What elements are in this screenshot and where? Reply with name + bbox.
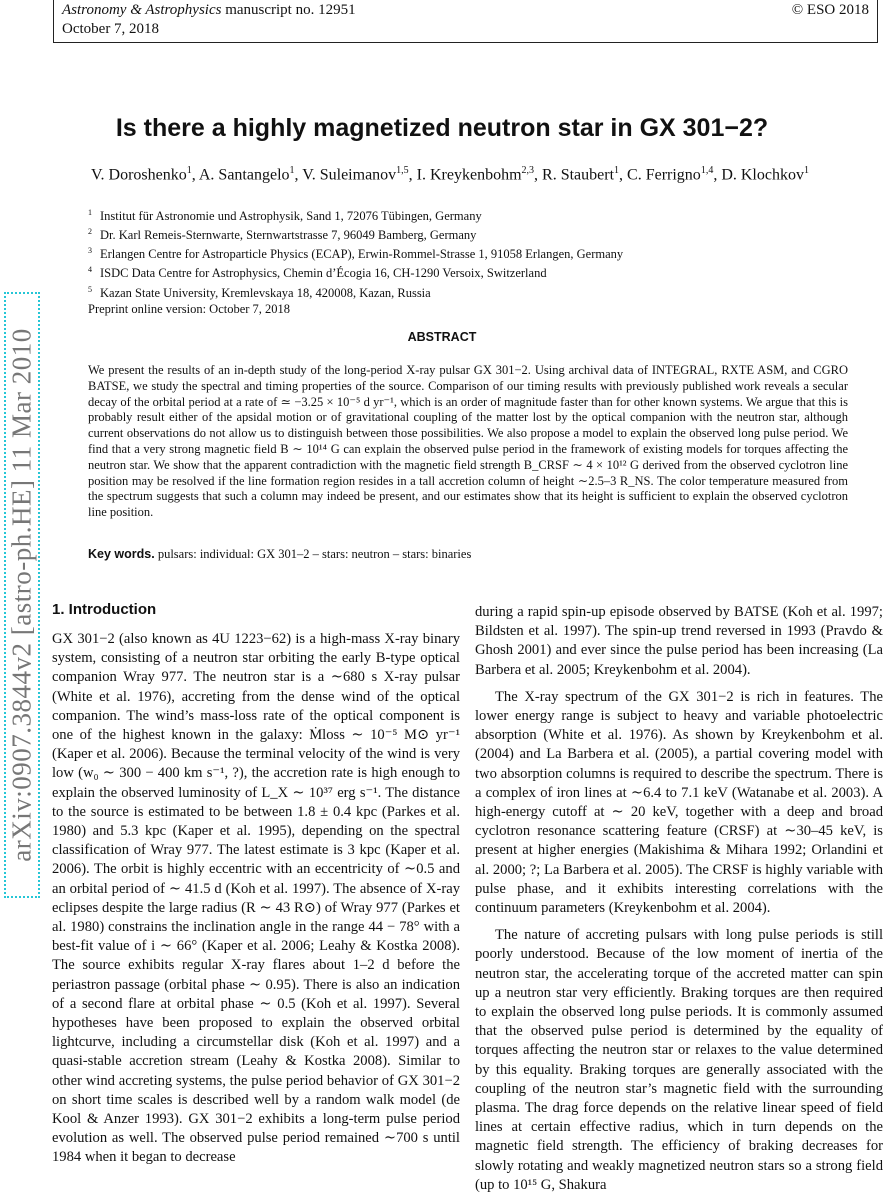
affiliation-number: 2: [88, 227, 92, 237]
author: V. Doroshenko: [91, 166, 187, 184]
header-date: October 7, 2018: [62, 21, 160, 37]
preprint-note: Preprint online version: October 7, 2018: [88, 302, 291, 316]
author-affiliation: 1: [186, 165, 192, 176]
affiliation-number: 4: [88, 265, 92, 275]
keywords-label: Key words.: [88, 547, 155, 561]
intro-paragraph: The nature of accreting pulsars with long pulse periods is still poorly understood. Because of the low moment of inertia of the neutron star, the accelerating torque of the accreted matter can spin up a neutron star very efficiently. Braking torques are then required to explain the observed long pulse periods. It is commonly assumed that the observed pulse period is determined by the equality of torques affecting the neutron star or relaxes to the value determined by this equality. Braking torques are generally associated with the coupling of the neutron star’s magnetic field with the surrounding plasma. The drag force depends on the relative linear speed of field lines at certain effective radius, which in turn depends on the magnetic field strength. The efficiency of braking decreases for slowly rotating and weakly magnetized neutron stars so a strong field (up to 10¹⁵ G, Shakura: [475, 927, 883, 1193]
running-header: [53, 0, 878, 43]
author-list: V. Doroshenko$^1$, A. Santangelo$^1$, V. Suleimanov$^{1,5}$, I. Kreykenbohm$^{2,3}$, R. Staubert$^1$, C. Ferrigno$^{1,4}$, D. Klochkov$^1$: [91, 165, 809, 184]
author-affiliation: 1,5: [396, 165, 409, 176]
keywords-text: pulsars: individual: GX 301–2 – stars: neutron – stars: binaries: [157, 547, 472, 561]
affiliation-item: [88, 224, 828, 243]
intro-paragraph: GX 301−2 (also known as 4U 1223−62) is a high-mass X-ray binary system, consisting of a neutron star orbiting the early B-type optical companion Wray 977. The neutron star is a ∼680 s X-ray pulsar (White et al. 1976), accreting from the dense wind of the optical companion. The wind’s mass-loss rate of the optical component is one of the highest known in the galaxy: Ṁloss ∼ 10⁻⁵ M⊙ yr⁻¹ (Kaper et al. 2006). Because the terminal velocity of the wind is very low (w₀ ∼ 300 − 400 km s⁻¹, ?), the accretion rate is high enough to explain the observed luminosity of L_X ∼ 10³⁷ erg s⁻¹. The distance to the source is estimated to be between 1.8 ± 0.4 kpc (Parkes et al. 1980) and 5.3 kpc (Kaper et al. 1995), depending on the spectral classification of Wray 977. The latest estimate is 3 kpc (Kaper et al. 2006). The orbit is highly eccentric with an eccentricity of ∼0.5 and an orbital period of ∼ 41.5 d (Koh et al. 1997). The absence of X-ray eclipses despite the large radius (R ∼ 43 R⊙) of Wray 977 (Parkes et al. 1980) constrains the inclination angle in the range 44 − 78° with a best-fit value of i ∼ 66° (Kaper et al. 2006; Leahy & Kostka 2008). The source exhibits regular X-ray flares about 1–2 d before the periastron passage (orbital phase ∼ 0.95). There is also an indication of a second flare at orbital phase ∼ 0.5 (Koh et al. 1997). Several hypotheses have been proposed to explain the observed orbital lightcurve, including a circumstellar disk (Koh et al. 1997) and a quasi-stable accretion stream (Leahy & Kostka 2008). Similar to other wind accreting systems, the pulse period behavior of GX 301−2 on short time scales is described well by a random walk model (de Kool & Anzer 1993). GX 301−2 exhibits a long-term pulse period evolution as well. The observed pulse period remained ∼700 s until 1984 when it began to decrease: [52, 631, 460, 1166]
affiliation-text: Institut für Astronomie und Astrophysik, Sand 1, 72076 Tübingen, Germany: [100, 209, 482, 224]
author: I. Kreykenbohm: [416, 166, 522, 184]
author-affiliation: 2,3: [521, 165, 535, 176]
affiliation-number: 5: [88, 284, 92, 294]
author-affiliation: 1: [614, 165, 620, 176]
affiliation-number: 1: [88, 208, 92, 217]
section-heading: 1. Introduction: [52, 601, 157, 618]
author: V. Suleimanov: [302, 166, 397, 184]
paper-title: Is there a highly magnetized neutron star in GX 301−2?: [115, 114, 769, 142]
keywords: [88, 547, 848, 562]
author: R. Staubert: [542, 166, 615, 184]
affiliation-item: [88, 243, 828, 262]
abstract-heading: ABSTRACT: [407, 330, 477, 344]
copyright: © ESO 2018: [791, 2, 869, 18]
arxiv-identifier[interactable]: arXiv:0907.3844v2 [astro-ph.HE] 11 Mar 2010: [6, 328, 37, 862]
affiliation-text: Erlangen Centre for Astroparticle Physics (ECAP), Erwin-Rommel-Strasse 1, 91058 Erlangen, Germany: [100, 247, 624, 262]
journal-name: Astronomy & Astrophysics: [62, 2, 222, 18]
author: D. Klochkov: [721, 166, 804, 184]
intro-paragraph: during a rapid spin-up episode observed by BATSE (Koh et al. 1997; Bildsten et al. 1997). The spin-up trend reversed in 1993 (Pravdo & Ghosh 2001) and ever since the pulse period has been increasing (La Barbera et al. 2005; Kreykenbohm et al. 2004).: [475, 604, 883, 678]
abstract-text: We present the results of an in-depth study of the long-period X-ray pulsar GX 301−2. Using archival data of INTEGRAL, RXTE ASM, and CGRO BATSE, we study the spectral and timing properties of the source. Comparison of our timing results with previously published work reveals a secular decay of the orbital period at a rate of ≃ −3.25 × 10⁻⁵ d yr⁻¹, which is an order of magnitude faster than for other known systems. We argue that this is probably result either of the apsidal motion or of gravitational coupling of the matter lost by the optical companion with the neutron star, although current observations do not allow us to distinguish between those possibilities. We also propose a model to explain the observed long pulse period. We find that a very strong magnetic field B ∼ 10¹⁴ G can explain the observed pulse period in the framework of existing models for torques affecting the neutron star. We show that the apparent contradiction with the magnetic field strength B_CRSF ∼ 4 × 10¹² G derived from the observed cyclotron line position may be resolved if the line formation region resides in a tall accretion column of height ∼2.5–3 R_NS. The color temperature measured from the spectrum suggests that such a column may indeed be present, and our estimates show that its height is sufficient to explain the observed cyclotron line position.: [88, 363, 848, 520]
header-left: [62, 1, 356, 39]
left-column: [52, 630, 460, 1168]
intro-paragraph: The X-ray spectrum of the GX 301−2 is rich in features. The lower energy range is subject to heavy and variable photoelectric absorption (White et al. 1976). As shown by Kreykenbohm et al. (2004) and La Barbera et al. (2005), a partial covering model with two absorption columns is required to describe the spectrum. There is a complex of iron lines at ∼6.4 to 7.1 keV (Watanabe et al. 2003). A high-energy cutoff at ∼ 20 keV, together with a deep and broad cyclotron resonance scattering feature (CRSF) at ∼30–45 keV, is present at higher energies (Makishima & Mihara 1992; Orlandini et al. 2000; ?; La Barbera et al. 2005). The CRSF is highly variable with pulse phase, and it exhibits interesting correlations with the continuum parameters (Kreykenbohm et al. 2004).: [475, 688, 883, 917]
manuscript-number: manuscript no. 12951: [225, 2, 356, 18]
arxiv-stamp[interactable]: [4, 292, 40, 898]
author: A. Santangelo: [198, 166, 290, 184]
affiliation-number: 3: [88, 246, 92, 256]
affiliation-text: Kazan State University, Kremlevskaya 18, 420008, Kazan, Russia: [100, 285, 431, 300]
affiliation-text: Dr. Karl Remeis-Sternwarte, Sternwartstrasse 7, 96049 Bamberg, Germany: [100, 228, 477, 243]
affiliation-item: [88, 282, 828, 301]
author-affiliation: 1: [289, 165, 295, 176]
affiliation-text: ISDC Data Centre for Astrophysics, Chemin d’Écogia 16, CH-1290 Versoix, Switzerland: [100, 266, 547, 281]
right-column: [475, 603, 883, 1195]
affiliation-list: [88, 205, 828, 301]
affiliation-item: [88, 262, 828, 281]
affiliation-item: [88, 205, 828, 224]
author: C. Ferrigno: [627, 166, 701, 184]
author-affiliation: 1: [803, 165, 809, 176]
author-affiliation: 1,4: [700, 165, 714, 176]
